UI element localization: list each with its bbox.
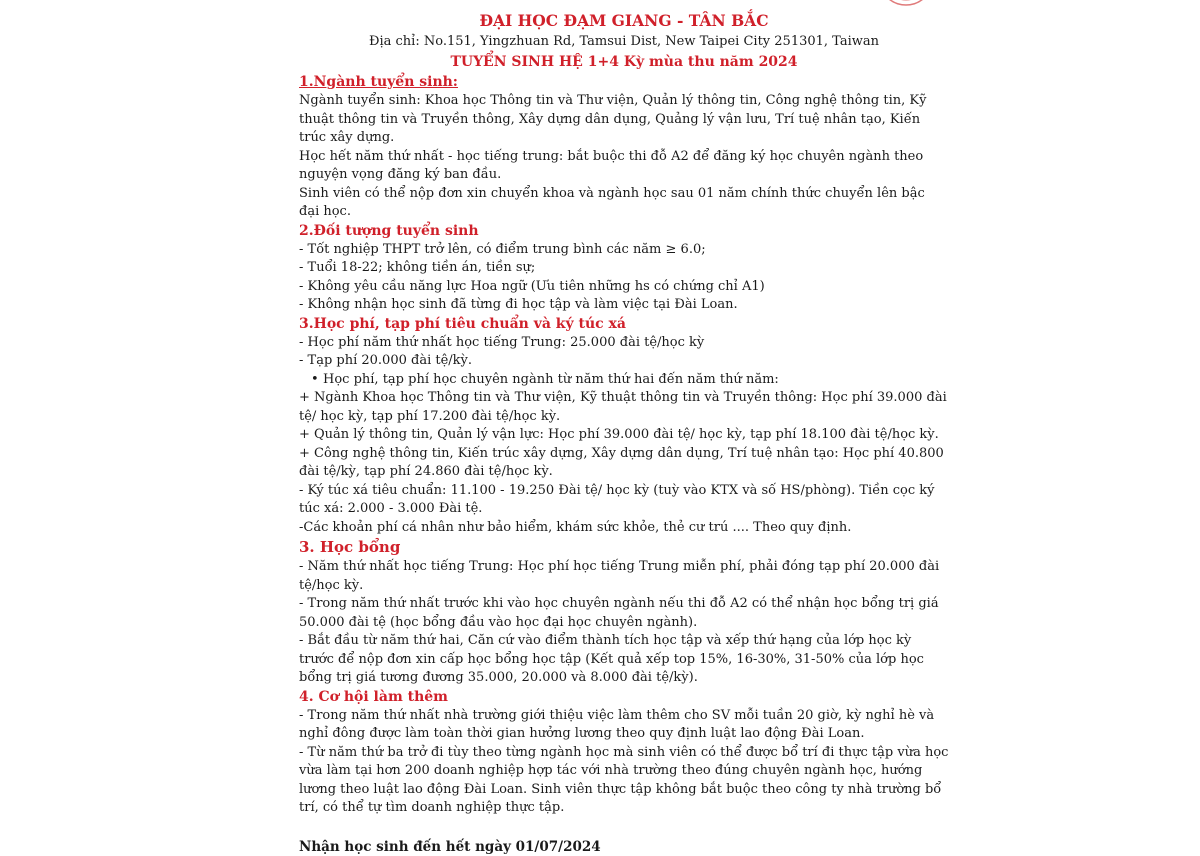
fee-line: + Ngành Khoa học Thông tin và Thư viện, Kỹ thuật thông tin và Truyền thông: Học phí 39.000 đài tệ/ học kỳ, tạp phí 17.200 đài tệ/học kỳ. <box>299 389 949 426</box>
application-deadline: Nhận học sinh đến hết ngày 01/07/2024 <box>299 838 949 856</box>
parttime-item: - Từ năm thứ ba trở đi tùy theo từng ngành học mà sinh viên có thể được bổ trí đi thực tập vừa học vừa làm tại hơn 200 doanh nghiệp hợp tác với nhà trường theo đúng chuyên ngành học, hướng lương theo luật lao động Đài Loan. Sinh viên thực tập không bắt buộc theo công ty nhà trường bổ trí, có thể tự tìm doanh nghiệp thực tập. <box>299 744 949 818</box>
section-heading-majors: 1.Ngành tuyển sinh: <box>299 73 949 92</box>
scholarship-item: - Trong năm thứ nhất trước khi vào học chuyên ngành nếu thi đỗ A2 có thể nhận học bổng trị giá 50.000 đài tệ (học bổng đầu vào học đại học chuyên ngành). <box>299 595 949 632</box>
fee-line: + Quản lý thông tin, Quản lý vận lực: Học phí 39.000 đài tệ/ học kỳ, tạp phí 18.100 đài tệ/học kỳ. <box>299 426 949 445</box>
scholarship-item: - Năm thứ nhất học tiếng Trung: Học phí học tiếng Trung miễn phí, phải đóng tạp phí 20.000 đài tệ/học kỳ. <box>299 558 949 595</box>
fee-line: - Học phí năm thứ nhất học tiếng Trung: 25.000 đài tệ/học kỳ <box>299 334 949 353</box>
section-fees <box>299 315 949 538</box>
section-scholarships <box>299 537 949 688</box>
fee-bullet: • Học phí, tạp phí học chuyên ngành từ năm thứ hai đến năm thứ năm: <box>299 371 949 390</box>
fee-line: + Công nghệ thông tin, Kiến trúc xây dựng, Xây dựng dân dụng, Trí tuệ nhân tạo: Học phí 40.800 đài tệ/kỳ, tạp phí 24.860 đài tệ/học kỳ. <box>299 445 949 482</box>
fee-line: -Các khoản phí cá nhân như bảo hiểm, khám sức khỏe, thẻ cư trú .... Theo quy định. <box>299 519 949 538</box>
eligibility-item: - Không nhận học sinh đã từng đi học tập và làm việc tại Đài Loan. <box>299 296 949 315</box>
majors-line: Học hết năm thứ nhất - học tiếng trung: bắt buộc thi đỗ A2 để đăng ký học chuyên ngành theo nguyện vọng đăng ký ban đầu. <box>299 148 949 185</box>
admission-title: TUYỂN SINH HỆ 1+4 Kỳ mùa thu năm 2024 <box>299 52 949 72</box>
parttime-item: - Trong năm thứ nhất nhà trường giới thiệu việc làm thêm cho SV mỗi tuần 20 giờ, kỳ nghỉ hè và nghỉ đông được làm toàn thời gian hưởng lương theo quy định luật lao động Đài Loan. <box>299 707 949 744</box>
eligibility-item: - Không yêu cầu năng lực Hoa ngữ (Ưu tiên những hs có chứng chỉ A1) <box>299 278 949 297</box>
section-heading-scholarships: 3. Học bổng <box>299 537 949 558</box>
university-name: ĐẠI HỌC ĐẠM GIANG - TÂN BẮC <box>299 10 949 32</box>
section-majors <box>299 73 949 222</box>
dormitory-line: - Ký túc xá tiêu chuẩn: 11.100 - 19.250 Đài tệ/ học kỳ (tuỳ vào KTX và số HS/phòng). Tiền cọc ký túc xá: 2.000 - 3.000 Đài tệ. <box>299 482 949 519</box>
majors-line: Sinh viên có thể nộp đơn xin chuyển khoa và ngành học sau 01 năm chính thức chuyển lên bậc đại học. <box>299 185 949 222</box>
majors-line: Ngành tuyển sinh: Khoa học Thông tin và Thư viện, Quản lý thông tin, Công nghệ thông tin, Kỹ thuật thông tin và Truyền thông, Xây dựng dân dụng, Quảng lý vận lưu, Trí tuệ nhân tạo, Kiến trúc xây dựng. <box>299 92 949 148</box>
scholarship-item: - Bắt đầu từ năm thứ hai, Căn cứ vào điểm thành tích học tập và xếp thứ hạng của lớp học kỳ trước để nộp đơn xin cấp học bổng học tập (Kết quả xếp top 15%, 16-30%, 31-50% của lớp học bổng trị giá tương đương 35.000, 20.000 và 8.000 đài tệ/kỳ). <box>299 632 949 688</box>
admission-document <box>299 8 949 856</box>
section-heading-fees: 3.Học phí, tạp phí tiêu chuẩn và ký túc xá <box>299 315 949 334</box>
section-heading-eligibility: 2.Đối tượng tuyển sinh <box>299 222 949 241</box>
section-heading-parttime: 4. Cơ hội làm thêm <box>299 688 949 707</box>
eligibility-item: - Tốt nghiệp THPT trở lên, có điểm trung bình các năm ≥ 6.0; <box>299 241 949 260</box>
fee-line: - Tạp phí 20.000 đài tệ/kỳ. <box>299 352 949 371</box>
university-address: Địa chỉ: No.151, Yingzhuan Rd, Tamsui Dist, New Taipei City 251301, Taiwan <box>299 32 949 52</box>
section-parttime <box>299 688 949 818</box>
eligibility-item: - Tuổi 18-22; không tiền án, tiền sự; <box>299 259 949 278</box>
section-eligibility <box>299 222 949 315</box>
